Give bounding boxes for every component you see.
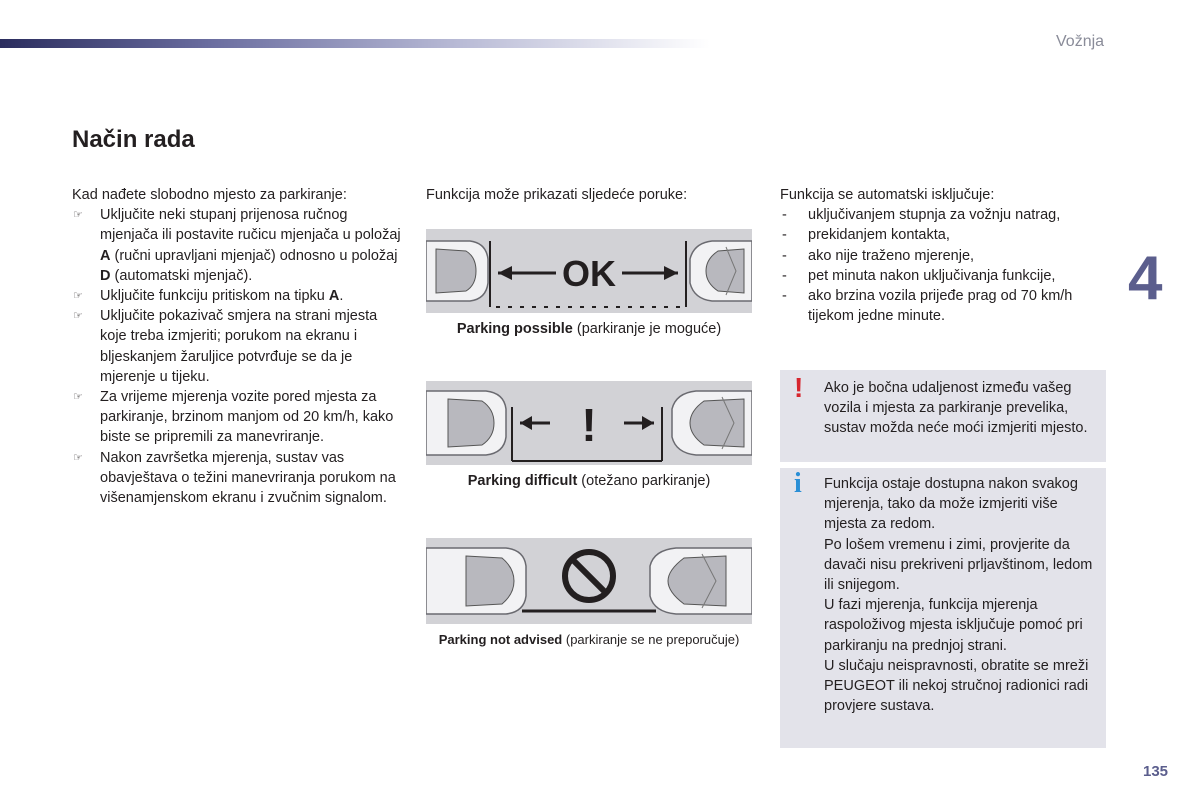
info-text <box>824 474 1096 716</box>
instructions-intro: Kad nađete slobodno mjesto za parkiranje: <box>72 187 347 203</box>
left-car-icon <box>426 391 506 455</box>
info-paragraph: U slučaju neispravnosti, obratite se mreži PEUGEOT ili nekoj stručnoj radionici radi provjere sustava. <box>824 657 1089 715</box>
messages-intro: Funkcija može prikazati sljedeće poruke: <box>426 187 688 203</box>
dash-bullet: - <box>782 267 787 284</box>
dash-bullet: - <box>782 207 787 224</box>
dash-bullet: - <box>782 227 787 244</box>
warning-icon: ! <box>794 372 804 403</box>
left-car-icon <box>426 241 488 301</box>
list-item: - ako brzina vozila prijeđe prag od 70 km/h tijekom jedne minute. <box>782 288 1073 325</box>
auto-off-intro: Funkcija se automatski isključuje: <box>780 187 995 203</box>
info-icon: i <box>794 468 802 499</box>
bullet-icon: ☞ <box>73 451 83 464</box>
page-number: 135 <box>1143 763 1169 780</box>
left-car-icon <box>426 548 526 614</box>
caption-parking-not-advised: Parking not advised (parkiranje se ne preporučuje) <box>438 632 740 647</box>
chapter-number: 4 <box>1128 244 1163 313</box>
list-item: ☞ Uključite neki stupanj prijenosa ručnog mjenjača ili postavite ručicu mjenjača u položaj A (ručni upravljani mjenjač) odnosno u položaj D (automatski mjenjač). <box>73 207 401 284</box>
dash-bullet: - <box>782 288 787 305</box>
list-item: ☞ Nakon završetka mjerenja, sustav vas obavještava o težini manevriranja porukom na višenamjenskom ekranu i zvučnim signalom. <box>73 449 396 507</box>
ok-label: OK <box>562 253 616 294</box>
section-title: Vožnja <box>1056 33 1105 50</box>
caption-parking-possible: Parking possible (parkiranje je moguće) <box>456 321 722 337</box>
column-auto-off <box>780 185 1110 326</box>
right-car-icon <box>650 548 752 614</box>
list-item: ☞ Uključite pokazivač smjera na strani mjesta koje treba izmjeriti; porukom na ekranu i bljeskanjem žaruljice potvrđuje se da je mjerenje u tijeku. <box>73 308 378 385</box>
list-item: ☞ Uključite funkciju pritiskom na tipku A. <box>72 286 407 306</box>
right-car-icon <box>672 391 752 455</box>
list-item: - ako nije traženo mjerenje, <box>780 246 1110 266</box>
bullet-icon: ☞ <box>73 290 83 303</box>
warning-note <box>780 370 1106 462</box>
list-item: ☞ Za vrijeme mjerenja vozite pored mjesta za parkiranje, brzinom manjom od 20 km/h, kako biste se pripremili za manevriranje. <box>73 389 394 446</box>
right-car-icon <box>690 241 752 301</box>
difficult-exclamation: ! <box>581 399 597 451</box>
column-instructions <box>72 185 407 508</box>
bullet-icon: ☞ <box>73 310 83 323</box>
warning-text: Ako je bočna udaljenost između vašeg vozila i mjesta za parkiranje prevelika, sustav možda neće moći izmjeriti mjesto. <box>824 380 1088 437</box>
panel-parking-difficult <box>426 381 752 465</box>
header-gradient-bar <box>0 39 710 48</box>
list-item: - prekidanjem kontakta, <box>780 225 1110 245</box>
info-paragraph: Po lošem vremenu i zimi, provjerite da davači nisu prekriveni prljavštinom, ledom ili snijegom. <box>824 536 1093 594</box>
instructions-list <box>72 205 407 508</box>
page-title: Način rada <box>72 126 195 153</box>
info-paragraph: Funkcija ostaje dostupna nakon svakog mjerenja, tako da može izmjeriti više mjesta za redom. <box>824 476 1078 533</box>
no-entry-icon <box>565 552 613 600</box>
info-note <box>780 468 1106 748</box>
list-item: - uključivanjem stupnja za vožnju natrag, <box>780 205 1110 225</box>
bullet-icon: ☞ <box>73 391 83 404</box>
panel-parking-not-advised <box>426 538 752 624</box>
list-item: - pet minuta nakon uključivanja funkcije, <box>780 266 1110 286</box>
auto-off-list <box>780 205 1110 326</box>
panel-parking-possible <box>426 229 752 313</box>
dash-bullet: - <box>782 247 787 264</box>
bullet-icon: ☞ <box>73 209 83 222</box>
caption-parking-difficult: Parking difficult (otežano parkiranje) <box>467 473 711 489</box>
info-paragraph: U fazi mjerenja, funkcija mjerenja raspoloživog mjesta isključuje pomoć pri parkiranju na prednjoj strani. <box>824 597 1083 654</box>
